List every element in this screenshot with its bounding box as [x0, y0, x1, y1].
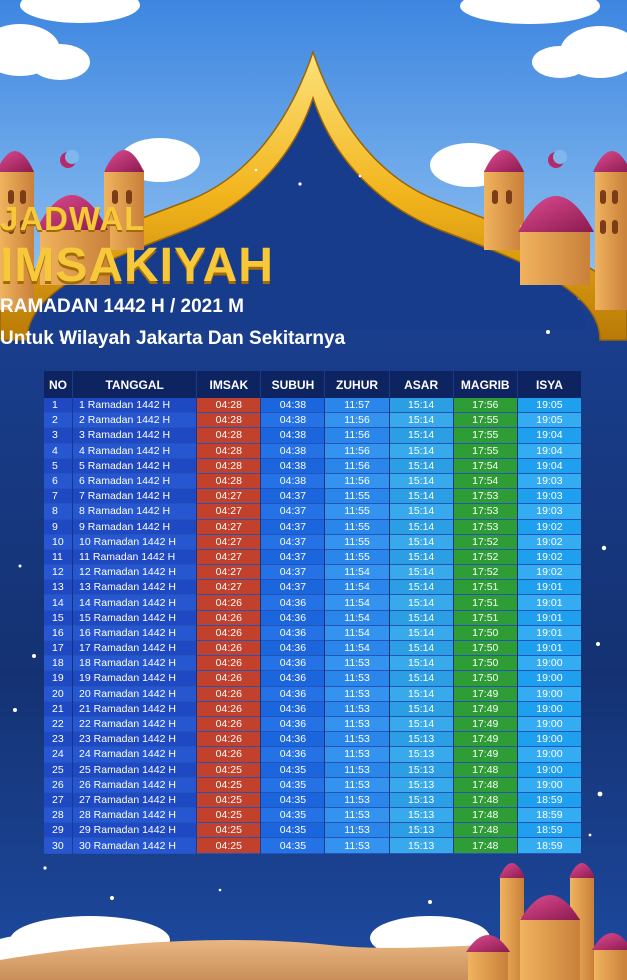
cell-magrib: 17:55	[454, 428, 517, 443]
cell-zuhur: 11:54	[325, 595, 388, 610]
cell-zuhur: 11:53	[325, 671, 388, 686]
table-row	[44, 641, 581, 656]
table-row	[44, 428, 581, 443]
cell-subuh: 04:37	[261, 580, 324, 595]
cell-magrib: 17:52	[454, 535, 517, 550]
table-row	[44, 656, 581, 671]
cell-zuhur: 11:53	[325, 702, 388, 717]
cell-imsak: 04:26	[197, 671, 260, 686]
table-row	[44, 747, 581, 762]
cell-magrib: 17:49	[454, 732, 517, 747]
cell-tanggal: 29 Ramadan 1442 H	[73, 823, 196, 838]
cell-magrib: 17:50	[454, 641, 517, 656]
table-row	[44, 671, 581, 686]
cell-zuhur: 11:55	[325, 489, 388, 504]
cell-subuh: 04:38	[261, 413, 324, 428]
cell-magrib: 17:49	[454, 702, 517, 717]
cell-isya: 19:03	[518, 489, 581, 504]
cell-magrib: 17:48	[454, 763, 517, 778]
cell-subuh: 04:37	[261, 489, 324, 504]
cell-asar: 15:14	[390, 398, 453, 413]
cell-imsak: 04:25	[197, 823, 260, 838]
cell-zuhur: 11:56	[325, 413, 388, 428]
cell-zuhur: 11:54	[325, 565, 388, 580]
cell-asar: 15:13	[390, 823, 453, 838]
cell-asar: 15:14	[390, 671, 453, 686]
cell-asar: 15:14	[390, 428, 453, 443]
cell-tanggal: 27 Ramadan 1442 H	[73, 793, 196, 808]
cell-no: 25	[44, 763, 72, 778]
cell-no: 28	[44, 808, 72, 823]
cell-magrib: 17:48	[454, 838, 517, 853]
cell-magrib: 17:56	[454, 398, 517, 413]
cell-isya: 19:03	[518, 504, 581, 519]
cell-tanggal: 8 Ramadan 1442 H	[73, 504, 196, 519]
column-header-no: NO	[44, 371, 72, 398]
cell-zuhur: 11:53	[325, 763, 388, 778]
cell-asar: 15:14	[390, 535, 453, 550]
table-row	[44, 520, 581, 535]
cell-magrib: 17:51	[454, 595, 517, 610]
cell-imsak: 04:26	[197, 595, 260, 610]
cell-magrib: 17:49	[454, 687, 517, 702]
cell-imsak: 04:26	[197, 687, 260, 702]
cell-zuhur: 11:54	[325, 641, 388, 656]
cell-asar: 15:13	[390, 793, 453, 808]
table-row	[44, 732, 581, 747]
cell-asar: 15:14	[390, 504, 453, 519]
cell-isya: 19:01	[518, 626, 581, 641]
cell-no: 12	[44, 565, 72, 580]
cell-isya: 18:59	[518, 793, 581, 808]
table-row	[44, 626, 581, 641]
table-row	[44, 489, 581, 504]
cell-subuh: 04:38	[261, 398, 324, 413]
cell-tanggal: 20 Ramadan 1442 H	[73, 687, 196, 702]
table-row	[44, 808, 581, 823]
cell-magrib: 17:49	[454, 717, 517, 732]
cell-no: 4	[44, 444, 72, 459]
cell-no: 1	[44, 398, 72, 413]
cell-subuh: 04:35	[261, 778, 324, 793]
cell-tanggal: 13 Ramadan 1442 H	[73, 580, 196, 595]
cell-tanggal: 18 Ramadan 1442 H	[73, 656, 196, 671]
cell-no: 8	[44, 504, 72, 519]
cell-subuh: 04:36	[261, 595, 324, 610]
cell-zuhur: 11:55	[325, 504, 388, 519]
cell-subuh: 04:36	[261, 747, 324, 762]
title-imsakiyah: IMSAKIYAH	[0, 239, 274, 292]
cell-zuhur: 11:54	[325, 611, 388, 626]
cell-no: 20	[44, 687, 72, 702]
cell-subuh: 04:35	[261, 793, 324, 808]
cell-isya: 19:00	[518, 778, 581, 793]
cell-isya: 19:00	[518, 687, 581, 702]
cell-tanggal: 4 Ramadan 1442 H	[73, 444, 196, 459]
cell-zuhur: 11:53	[325, 656, 388, 671]
cell-imsak: 04:27	[197, 580, 260, 595]
cell-magrib: 17:54	[454, 459, 517, 474]
cell-imsak: 04:26	[197, 626, 260, 641]
cell-imsak: 04:25	[197, 838, 260, 853]
cell-isya: 19:04	[518, 444, 581, 459]
imsakiyah-table	[43, 371, 582, 854]
cell-tanggal: 25 Ramadan 1442 H	[73, 763, 196, 778]
cell-subuh: 04:36	[261, 656, 324, 671]
table-row	[44, 838, 581, 853]
cell-tanggal: 24 Ramadan 1442 H	[73, 747, 196, 762]
cell-isya: 19:01	[518, 641, 581, 656]
cell-tanggal: 30 Ramadan 1442 H	[73, 838, 196, 853]
cell-isya: 19:01	[518, 611, 581, 626]
cell-no: 30	[44, 838, 72, 853]
cell-magrib: 17:53	[454, 489, 517, 504]
cell-no: 23	[44, 732, 72, 747]
cell-no: 3	[44, 428, 72, 443]
table-row	[44, 823, 581, 838]
cell-tanggal: 21 Ramadan 1442 H	[73, 702, 196, 717]
cell-no: 27	[44, 793, 72, 808]
cell-imsak: 04:26	[197, 641, 260, 656]
table-row	[44, 595, 581, 610]
cell-imsak: 04:26	[197, 717, 260, 732]
cell-tanggal: 19 Ramadan 1442 H	[73, 671, 196, 686]
cell-asar: 15:14	[390, 702, 453, 717]
cell-asar: 15:14	[390, 565, 453, 580]
cell-zuhur: 11:54	[325, 626, 388, 641]
cell-zuhur: 11:53	[325, 793, 388, 808]
cell-zuhur: 11:55	[325, 535, 388, 550]
cell-subuh: 04:37	[261, 535, 324, 550]
cell-isya: 19:00	[518, 702, 581, 717]
cell-no: 13	[44, 580, 72, 595]
cell-zuhur: 11:57	[325, 398, 388, 413]
cell-zuhur: 11:53	[325, 717, 388, 732]
cell-magrib: 17:52	[454, 565, 517, 580]
cell-tanggal: 11 Ramadan 1442 H	[73, 550, 196, 565]
cell-magrib: 17:48	[454, 793, 517, 808]
cell-no: 6	[44, 474, 72, 489]
cell-isya: 19:02	[518, 565, 581, 580]
cell-asar: 15:13	[390, 838, 453, 853]
cell-imsak: 04:25	[197, 763, 260, 778]
cell-asar: 15:14	[390, 550, 453, 565]
cell-asar: 15:13	[390, 747, 453, 762]
cell-subuh: 04:35	[261, 763, 324, 778]
cell-imsak: 04:27	[197, 550, 260, 565]
cell-tanggal: 5 Ramadan 1442 H	[73, 459, 196, 474]
table-row	[44, 778, 581, 793]
cell-asar: 15:14	[390, 687, 453, 702]
cell-asar: 15:14	[390, 717, 453, 732]
cell-isya: 19:01	[518, 595, 581, 610]
cell-isya: 19:03	[518, 474, 581, 489]
cell-no: 14	[44, 595, 72, 610]
cell-zuhur: 11:54	[325, 580, 388, 595]
cell-asar: 15:14	[390, 641, 453, 656]
cell-imsak: 04:28	[197, 398, 260, 413]
subtitle-region: Untuk Wilayah Jakarta Dan Sekitarnya	[0, 328, 346, 349]
cell-asar: 15:13	[390, 778, 453, 793]
cell-tanggal: 9 Ramadan 1442 H	[73, 520, 196, 535]
cell-subuh: 04:36	[261, 717, 324, 732]
cell-isya: 19:00	[518, 763, 581, 778]
cell-isya: 19:05	[518, 413, 581, 428]
cell-tanggal: 16 Ramadan 1442 H	[73, 626, 196, 641]
cell-isya: 19:04	[518, 428, 581, 443]
cell-asar: 15:14	[390, 626, 453, 641]
cell-subuh: 04:36	[261, 732, 324, 747]
table-row	[44, 717, 581, 732]
cell-tanggal: 10 Ramadan 1442 H	[73, 535, 196, 550]
cell-magrib: 17:49	[454, 747, 517, 762]
cell-asar: 15:14	[390, 580, 453, 595]
cell-zuhur: 11:53	[325, 808, 388, 823]
cell-asar: 15:14	[390, 656, 453, 671]
cell-isya: 18:59	[518, 838, 581, 853]
table-row	[44, 702, 581, 717]
cell-asar: 15:14	[390, 474, 453, 489]
cell-magrib: 17:51	[454, 611, 517, 626]
table-row	[44, 504, 581, 519]
cell-magrib: 17:53	[454, 520, 517, 535]
cell-subuh: 04:38	[261, 444, 324, 459]
cell-zuhur: 11:55	[325, 520, 388, 535]
cell-zuhur: 11:53	[325, 823, 388, 838]
cell-asar: 15:13	[390, 763, 453, 778]
cell-imsak: 04:26	[197, 747, 260, 762]
table-row	[44, 687, 581, 702]
cell-imsak: 04:27	[197, 520, 260, 535]
cell-isya: 19:02	[518, 520, 581, 535]
cell-tanggal: 23 Ramadan 1442 H	[73, 732, 196, 747]
table-header-row	[44, 371, 581, 398]
cell-no: 24	[44, 747, 72, 762]
cell-subuh: 04:37	[261, 550, 324, 565]
cell-asar: 15:14	[390, 444, 453, 459]
cell-imsak: 04:27	[197, 535, 260, 550]
cell-isya: 19:02	[518, 550, 581, 565]
cell-magrib: 17:48	[454, 778, 517, 793]
cell-isya: 19:05	[518, 398, 581, 413]
cell-magrib: 17:53	[454, 504, 517, 519]
cell-zuhur: 11:56	[325, 428, 388, 443]
cell-tanggal: 15 Ramadan 1442 H	[73, 611, 196, 626]
cell-no: 10	[44, 535, 72, 550]
cell-zuhur: 11:53	[325, 687, 388, 702]
cell-isya: 19:02	[518, 535, 581, 550]
table-row	[44, 565, 581, 580]
cell-tanggal: 14 Ramadan 1442 H	[73, 595, 196, 610]
cell-imsak: 04:28	[197, 474, 260, 489]
cell-subuh: 04:36	[261, 671, 324, 686]
cell-zuhur: 11:56	[325, 474, 388, 489]
cell-magrib: 17:52	[454, 550, 517, 565]
cell-asar: 15:14	[390, 611, 453, 626]
cell-zuhur: 11:53	[325, 778, 388, 793]
cell-no: 17	[44, 641, 72, 656]
table-row	[44, 444, 581, 459]
column-header-tanggal: TANGGAL	[73, 371, 196, 398]
table-row	[44, 550, 581, 565]
cell-subuh: 04:38	[261, 428, 324, 443]
cell-subuh: 04:35	[261, 838, 324, 853]
table-row	[44, 580, 581, 595]
cell-subuh: 04:35	[261, 808, 324, 823]
cell-no: 9	[44, 520, 72, 535]
cell-no: 19	[44, 671, 72, 686]
cell-subuh: 04:36	[261, 702, 324, 717]
cell-magrib: 17:54	[454, 474, 517, 489]
cell-imsak: 04:28	[197, 444, 260, 459]
table-row	[44, 793, 581, 808]
cell-subuh: 04:38	[261, 474, 324, 489]
cell-isya: 19:00	[518, 717, 581, 732]
cell-subuh: 04:37	[261, 504, 324, 519]
cell-subuh: 04:35	[261, 823, 324, 838]
cell-magrib: 17:48	[454, 808, 517, 823]
column-header-magrib: MAGRIB	[454, 371, 517, 398]
cell-tanggal: 7 Ramadan 1442 H	[73, 489, 196, 504]
cell-tanggal: 17 Ramadan 1442 H	[73, 641, 196, 656]
column-header-zuhur: ZUHUR	[325, 371, 388, 398]
cell-imsak: 04:28	[197, 459, 260, 474]
cell-asar: 15:13	[390, 808, 453, 823]
cell-tanggal: 6 Ramadan 1442 H	[73, 474, 196, 489]
cell-tanggal: 3 Ramadan 1442 H	[73, 428, 196, 443]
cell-isya: 19:00	[518, 671, 581, 686]
cell-tanggal: 1 Ramadan 1442 H	[73, 398, 196, 413]
cell-no: 2	[44, 413, 72, 428]
cell-asar: 15:14	[390, 489, 453, 504]
cell-subuh: 04:36	[261, 687, 324, 702]
cell-imsak: 04:27	[197, 489, 260, 504]
cell-tanggal: 26 Ramadan 1442 H	[73, 778, 196, 793]
cell-tanggal: 22 Ramadan 1442 H	[73, 717, 196, 732]
cell-no: 5	[44, 459, 72, 474]
table-row	[44, 611, 581, 626]
cell-magrib: 17:50	[454, 626, 517, 641]
table-row	[44, 413, 581, 428]
cell-no: 26	[44, 778, 72, 793]
table-row	[44, 763, 581, 778]
cell-magrib: 17:51	[454, 580, 517, 595]
cell-magrib: 17:50	[454, 671, 517, 686]
cell-subuh: 04:37	[261, 565, 324, 580]
cell-magrib: 17:48	[454, 823, 517, 838]
cell-imsak: 04:25	[197, 808, 260, 823]
subtitle-ramadan: RAMADAN 1442 H / 2021 M	[0, 296, 244, 317]
cell-isya: 19:00	[518, 747, 581, 762]
cell-no: 18	[44, 656, 72, 671]
table-row	[44, 459, 581, 474]
cell-zuhur: 11:53	[325, 747, 388, 762]
cell-imsak: 04:25	[197, 778, 260, 793]
cell-imsak: 04:26	[197, 611, 260, 626]
cell-asar: 15:14	[390, 413, 453, 428]
cell-subuh: 04:36	[261, 611, 324, 626]
cell-imsak: 04:27	[197, 565, 260, 580]
cell-asar: 15:14	[390, 459, 453, 474]
column-header-asar: ASAR	[390, 371, 453, 398]
cell-tanggal: 28 Ramadan 1442 H	[73, 808, 196, 823]
cell-tanggal: 12 Ramadan 1442 H	[73, 565, 196, 580]
cell-isya: 19:00	[518, 732, 581, 747]
cell-imsak: 04:26	[197, 656, 260, 671]
cell-isya: 19:00	[518, 656, 581, 671]
cell-imsak: 04:25	[197, 793, 260, 808]
cell-imsak: 04:26	[197, 732, 260, 747]
cell-imsak: 04:28	[197, 428, 260, 443]
cell-imsak: 04:27	[197, 504, 260, 519]
cell-magrib: 17:55	[454, 413, 517, 428]
cell-zuhur: 11:55	[325, 550, 388, 565]
cell-magrib: 17:55	[454, 444, 517, 459]
cell-no: 16	[44, 626, 72, 641]
cell-subuh: 04:36	[261, 626, 324, 641]
column-header-imsak: IMSAK	[197, 371, 260, 398]
table-row	[44, 535, 581, 550]
table-row	[44, 398, 581, 413]
title-jadwal: JADWAL	[0, 200, 146, 237]
column-header-subuh: SUBUH	[261, 371, 324, 398]
cell-tanggal: 2 Ramadan 1442 H	[73, 413, 196, 428]
table-row	[44, 474, 581, 489]
cell-no: 29	[44, 823, 72, 838]
cell-subuh: 04:38	[261, 459, 324, 474]
cell-magrib: 17:50	[454, 656, 517, 671]
cell-imsak: 04:26	[197, 702, 260, 717]
cell-isya: 19:04	[518, 459, 581, 474]
cell-subuh: 04:36	[261, 641, 324, 656]
cell-subuh: 04:37	[261, 520, 324, 535]
cell-imsak: 04:28	[197, 413, 260, 428]
cell-no: 22	[44, 717, 72, 732]
cell-asar: 15:14	[390, 595, 453, 610]
cell-no: 7	[44, 489, 72, 504]
cell-asar: 15:14	[390, 520, 453, 535]
cell-zuhur: 11:53	[325, 732, 388, 747]
cell-zuhur: 11:56	[325, 444, 388, 459]
column-header-isya: ISYA	[518, 371, 581, 398]
cell-isya: 18:59	[518, 823, 581, 838]
cell-zuhur: 11:56	[325, 459, 388, 474]
cell-isya: 18:59	[518, 808, 581, 823]
cell-no: 15	[44, 611, 72, 626]
cell-no: 21	[44, 702, 72, 717]
cell-no: 11	[44, 550, 72, 565]
cell-zuhur: 11:53	[325, 838, 388, 853]
cell-asar: 15:13	[390, 732, 453, 747]
cell-isya: 19:01	[518, 580, 581, 595]
